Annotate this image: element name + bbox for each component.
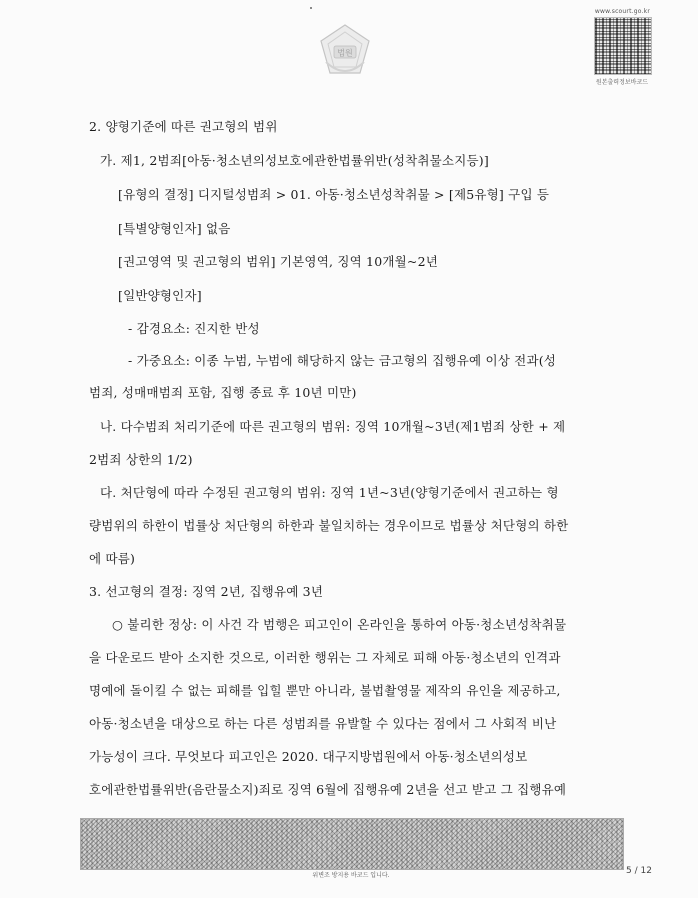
unfavorable-para-2: 을 다운로드 받아 소지한 것으로, 이러한 행위는 그 자체로 피해 아동·청소년의 인격과	[89, 650, 561, 665]
qr-caption: 원본출력정보바코드	[595, 79, 649, 86]
subsection-ga: 가. 제1, 2범죄[아동·청소년의성보호에관한법률위반(성착취물소지등)]	[100, 153, 489, 168]
unfavorable-para-3: 명예에 돌이킬 수 없는 피해를 입힐 뿐만 아니라, 불법촬영물 제작의 유인을 제공하고,	[89, 683, 561, 698]
court-emblem	[316, 22, 374, 80]
unfavorable-para-5: 가능성이 크다. 무엇보다 피고인은 2020. 대구지방법원에서 아동·청소년의성보	[89, 749, 528, 764]
special-factors: [특별양형인자] 없음	[118, 221, 231, 236]
emblem-text: 법원	[337, 48, 353, 58]
section-heading-3: 3. 선고형의 결정: 징역 2년, 집행유예 3년	[89, 584, 324, 599]
qr-code-icon	[594, 17, 652, 75]
subsection-da-cont1: 량범위의 하한이 법률상 처단형의 하한과 불일치하는 경우이므로 법률상 처단형의 하한	[89, 518, 569, 533]
type-decision: [유형의 결정] 디지털성범죄 > 01. 아동·청소년성착취물 > [제5유형] 구입 등	[118, 187, 550, 202]
recommended-range: [권고영역 및 권고형의 범위] 기본영역, 징역 10개월~2년	[118, 254, 439, 269]
page-number: 5 / 12	[626, 866, 652, 876]
subsection-da-cont2: 에 따름)	[89, 551, 136, 566]
aggravating-factors-cont: 범죄, 성매매범죄 포함, 집행 종료 후 10년 미만)	[89, 385, 357, 400]
subsection-da: 다. 처단형에 따라 수정된 권고형의 범위: 징역 1년~3년(양형기준에서 권고하는 형	[100, 485, 559, 500]
section-heading-2: 2. 양형기준에 따른 권고형의 범위	[89, 119, 278, 134]
aggravating-factors: - 가중요소: 이종 누범, 누범에 해당하지 않는 금고형의 집행유예 이상 전과(성	[128, 353, 557, 368]
qr-url: www.scourt.go.kr	[594, 8, 650, 15]
barcode-caption: 위변조 방지용 바코드 입니다.	[312, 872, 390, 879]
scan-speck	[310, 7, 312, 9]
qr-block	[590, 8, 650, 86]
subsection-na-cont: 2범죄 상한의 1/2)	[89, 452, 193, 467]
anti-forgery-barcode-icon	[80, 818, 624, 870]
subsection-na: 나. 다수범죄 처리기준에 따른 권고형의 범위: 징역 10개월~3년(제1범죄 상한 + 제	[100, 419, 566, 434]
general-factors: [일반양형인자]	[118, 288, 202, 303]
unfavorable-para-1: ○ 불리한 정상: 이 사건 각 범행은 피고인이 온라인을 통하여 아동·청소년성착취물	[112, 617, 567, 632]
mitigating-factors: - 감경요소: 진지한 반성	[128, 321, 260, 336]
unfavorable-para-6: 호에관한법률위반(음란물소지)죄로 징역 6월에 집행유예 2년을 선고 받고 그 집행유예	[89, 782, 567, 797]
unfavorable-para-4: 아동·청소년을 대상으로 하는 다른 성범죄를 유발할 수 있다는 점에서 그 사회적 비난	[89, 716, 557, 731]
